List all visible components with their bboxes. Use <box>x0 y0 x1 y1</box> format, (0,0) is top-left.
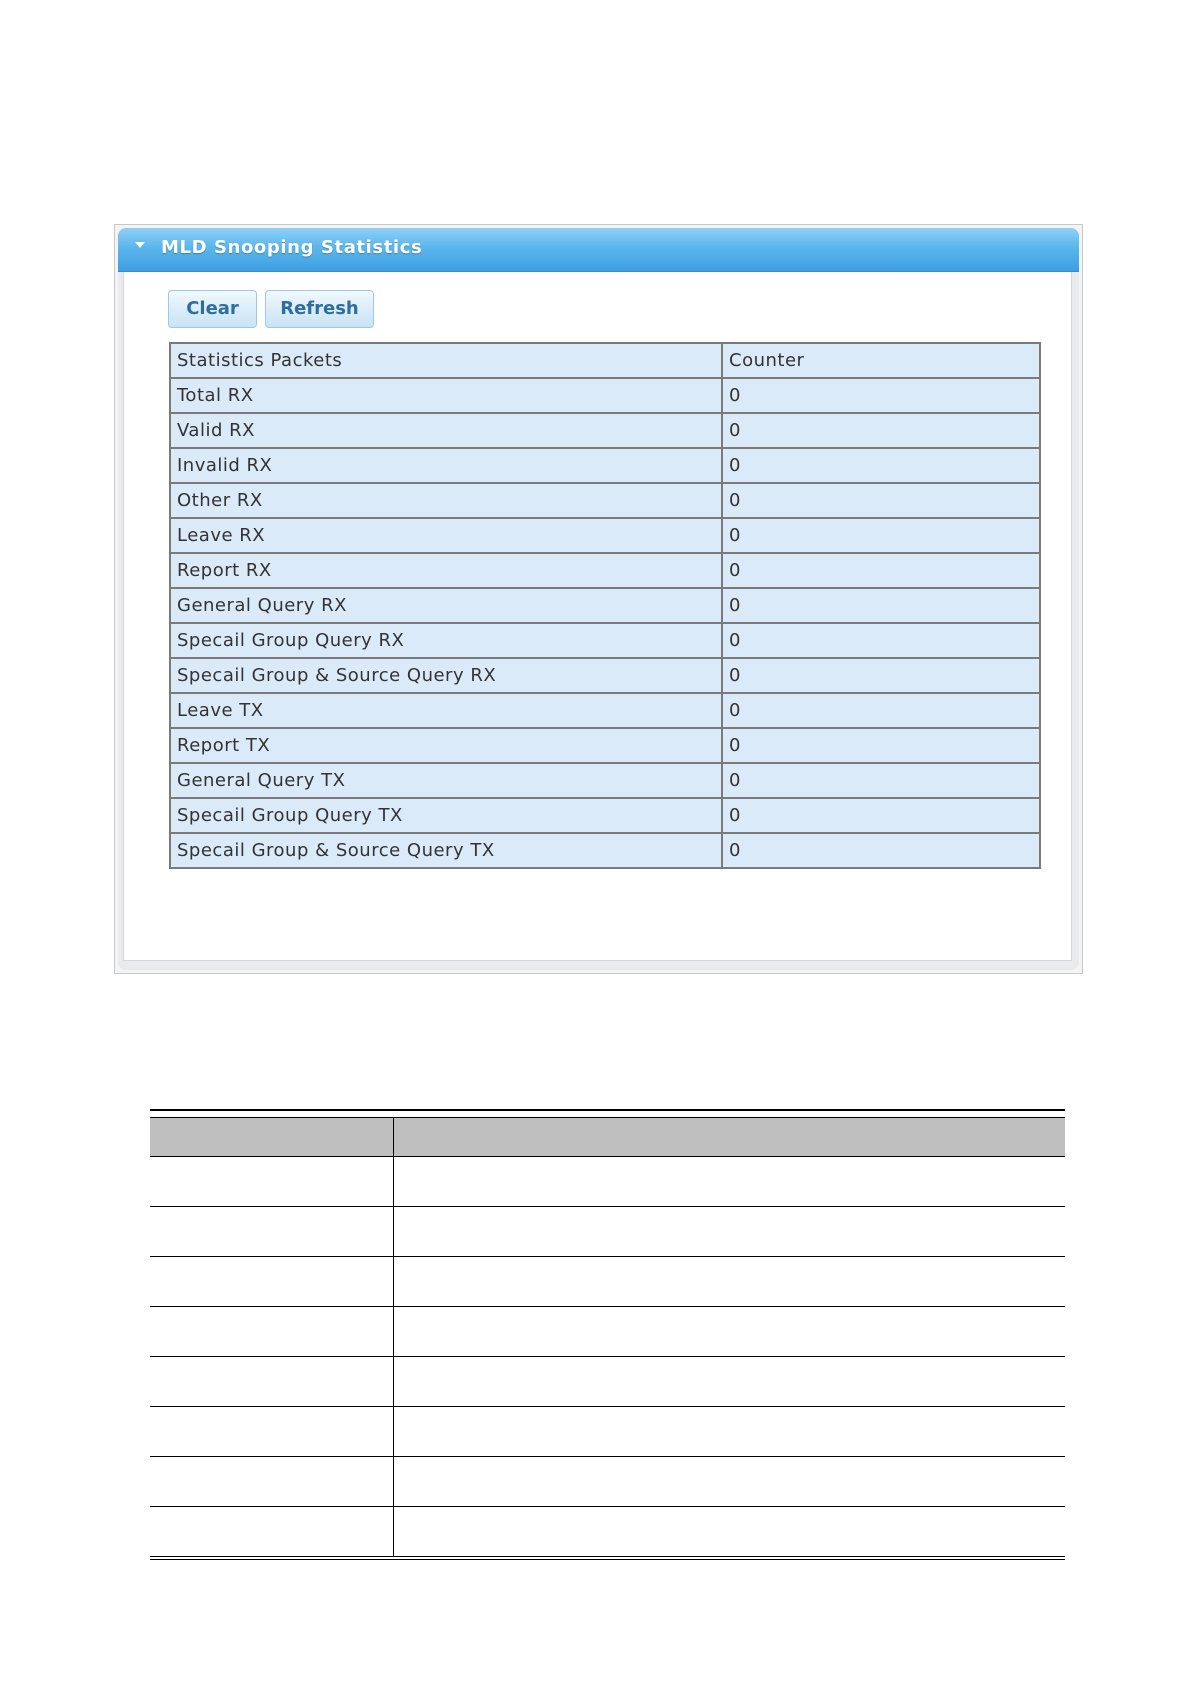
table-row <box>170 728 1040 763</box>
description-row <box>150 1407 1065 1457</box>
description-row <box>150 1157 1065 1207</box>
panel-body <box>123 272 1072 961</box>
description-row <box>150 1307 1065 1357</box>
row-label: Valid RX <box>170 413 722 448</box>
table-row <box>170 378 1040 413</box>
table-row <box>170 658 1040 693</box>
table-top-rule <box>150 1110 1065 1118</box>
statistics-panel <box>118 228 1079 970</box>
table-row <box>170 833 1040 868</box>
panel-header[interactable] <box>118 228 1079 272</box>
description-row <box>150 1207 1065 1257</box>
statistics-table <box>169 342 1041 869</box>
description-cell <box>394 1357 1066 1407</box>
row-counter: 0 <box>722 623 1040 658</box>
row-label: Invalid RX <box>170 448 722 483</box>
description-cell <box>150 1407 394 1457</box>
table-row <box>170 763 1040 798</box>
description-cell <box>394 1207 1066 1257</box>
description-cell <box>150 1507 394 1559</box>
description-header-cell-description <box>394 1118 1066 1157</box>
collapse-caret-icon[interactable] <box>135 242 145 248</box>
description-cell <box>150 1307 394 1357</box>
row-label: Specail Group & Source Query RX <box>170 658 722 693</box>
row-label: Specail Group Query RX <box>170 623 722 658</box>
table-row <box>170 483 1040 518</box>
row-counter: 0 <box>722 798 1040 833</box>
panel-title: MLD Snooping Statistics <box>161 237 423 258</box>
description-cell <box>394 1307 1066 1357</box>
description-cell <box>150 1457 394 1507</box>
description-row <box>150 1257 1065 1307</box>
row-counter: 0 <box>722 658 1040 693</box>
column-header-counter: Counter <box>722 343 1040 378</box>
table-row <box>170 588 1040 623</box>
table-row <box>170 553 1040 588</box>
table-row <box>170 413 1040 448</box>
row-counter: 0 <box>722 588 1040 623</box>
row-label: Specail Group & Source Query TX <box>170 833 722 868</box>
description-cell <box>394 1257 1066 1307</box>
description-row <box>150 1457 1065 1507</box>
table-row <box>170 448 1040 483</box>
row-counter: 0 <box>722 378 1040 413</box>
table-row <box>170 798 1040 833</box>
description-cell <box>394 1157 1066 1207</box>
description-row <box>150 1357 1065 1407</box>
row-label: Specail Group Query TX <box>170 798 722 833</box>
row-counter: 0 <box>722 763 1040 798</box>
table-row <box>170 693 1040 728</box>
refresh-button[interactable]: Refresh <box>265 290 374 328</box>
clear-button[interactable]: Clear <box>168 290 257 328</box>
row-label: General Query RX <box>170 588 722 623</box>
row-label: Total RX <box>170 378 722 413</box>
description-cell <box>394 1407 1066 1457</box>
description-cell <box>394 1457 1066 1507</box>
row-label: Leave RX <box>170 518 722 553</box>
description-cell <box>394 1507 1066 1559</box>
row-counter: 0 <box>722 693 1040 728</box>
row-label: General Query TX <box>170 763 722 798</box>
description-cell <box>150 1207 394 1257</box>
row-counter: 0 <box>722 728 1040 763</box>
row-label: Report TX <box>170 728 722 763</box>
row-label: Report RX <box>170 553 722 588</box>
row-counter: 0 <box>722 518 1040 553</box>
description-header-cell-object <box>150 1118 394 1157</box>
table-row <box>170 518 1040 553</box>
row-counter: 0 <box>722 483 1040 518</box>
row-counter: 0 <box>722 553 1040 588</box>
description-cell <box>150 1257 394 1307</box>
row-counter: 0 <box>722 413 1040 448</box>
row-counter: 0 <box>722 833 1040 868</box>
description-header-row <box>150 1118 1065 1157</box>
description-cell <box>150 1157 394 1207</box>
table-header-row <box>170 343 1040 378</box>
description-row <box>150 1507 1065 1559</box>
column-header-statistics-packets: Statistics Packets <box>170 343 722 378</box>
row-counter: 0 <box>722 448 1040 483</box>
description-cell <box>150 1357 394 1407</box>
row-label: Leave TX <box>170 693 722 728</box>
description-table <box>150 1109 1065 1560</box>
row-label: Other RX <box>170 483 722 518</box>
statistics-panel-frame <box>114 224 1083 974</box>
table-row <box>170 623 1040 658</box>
